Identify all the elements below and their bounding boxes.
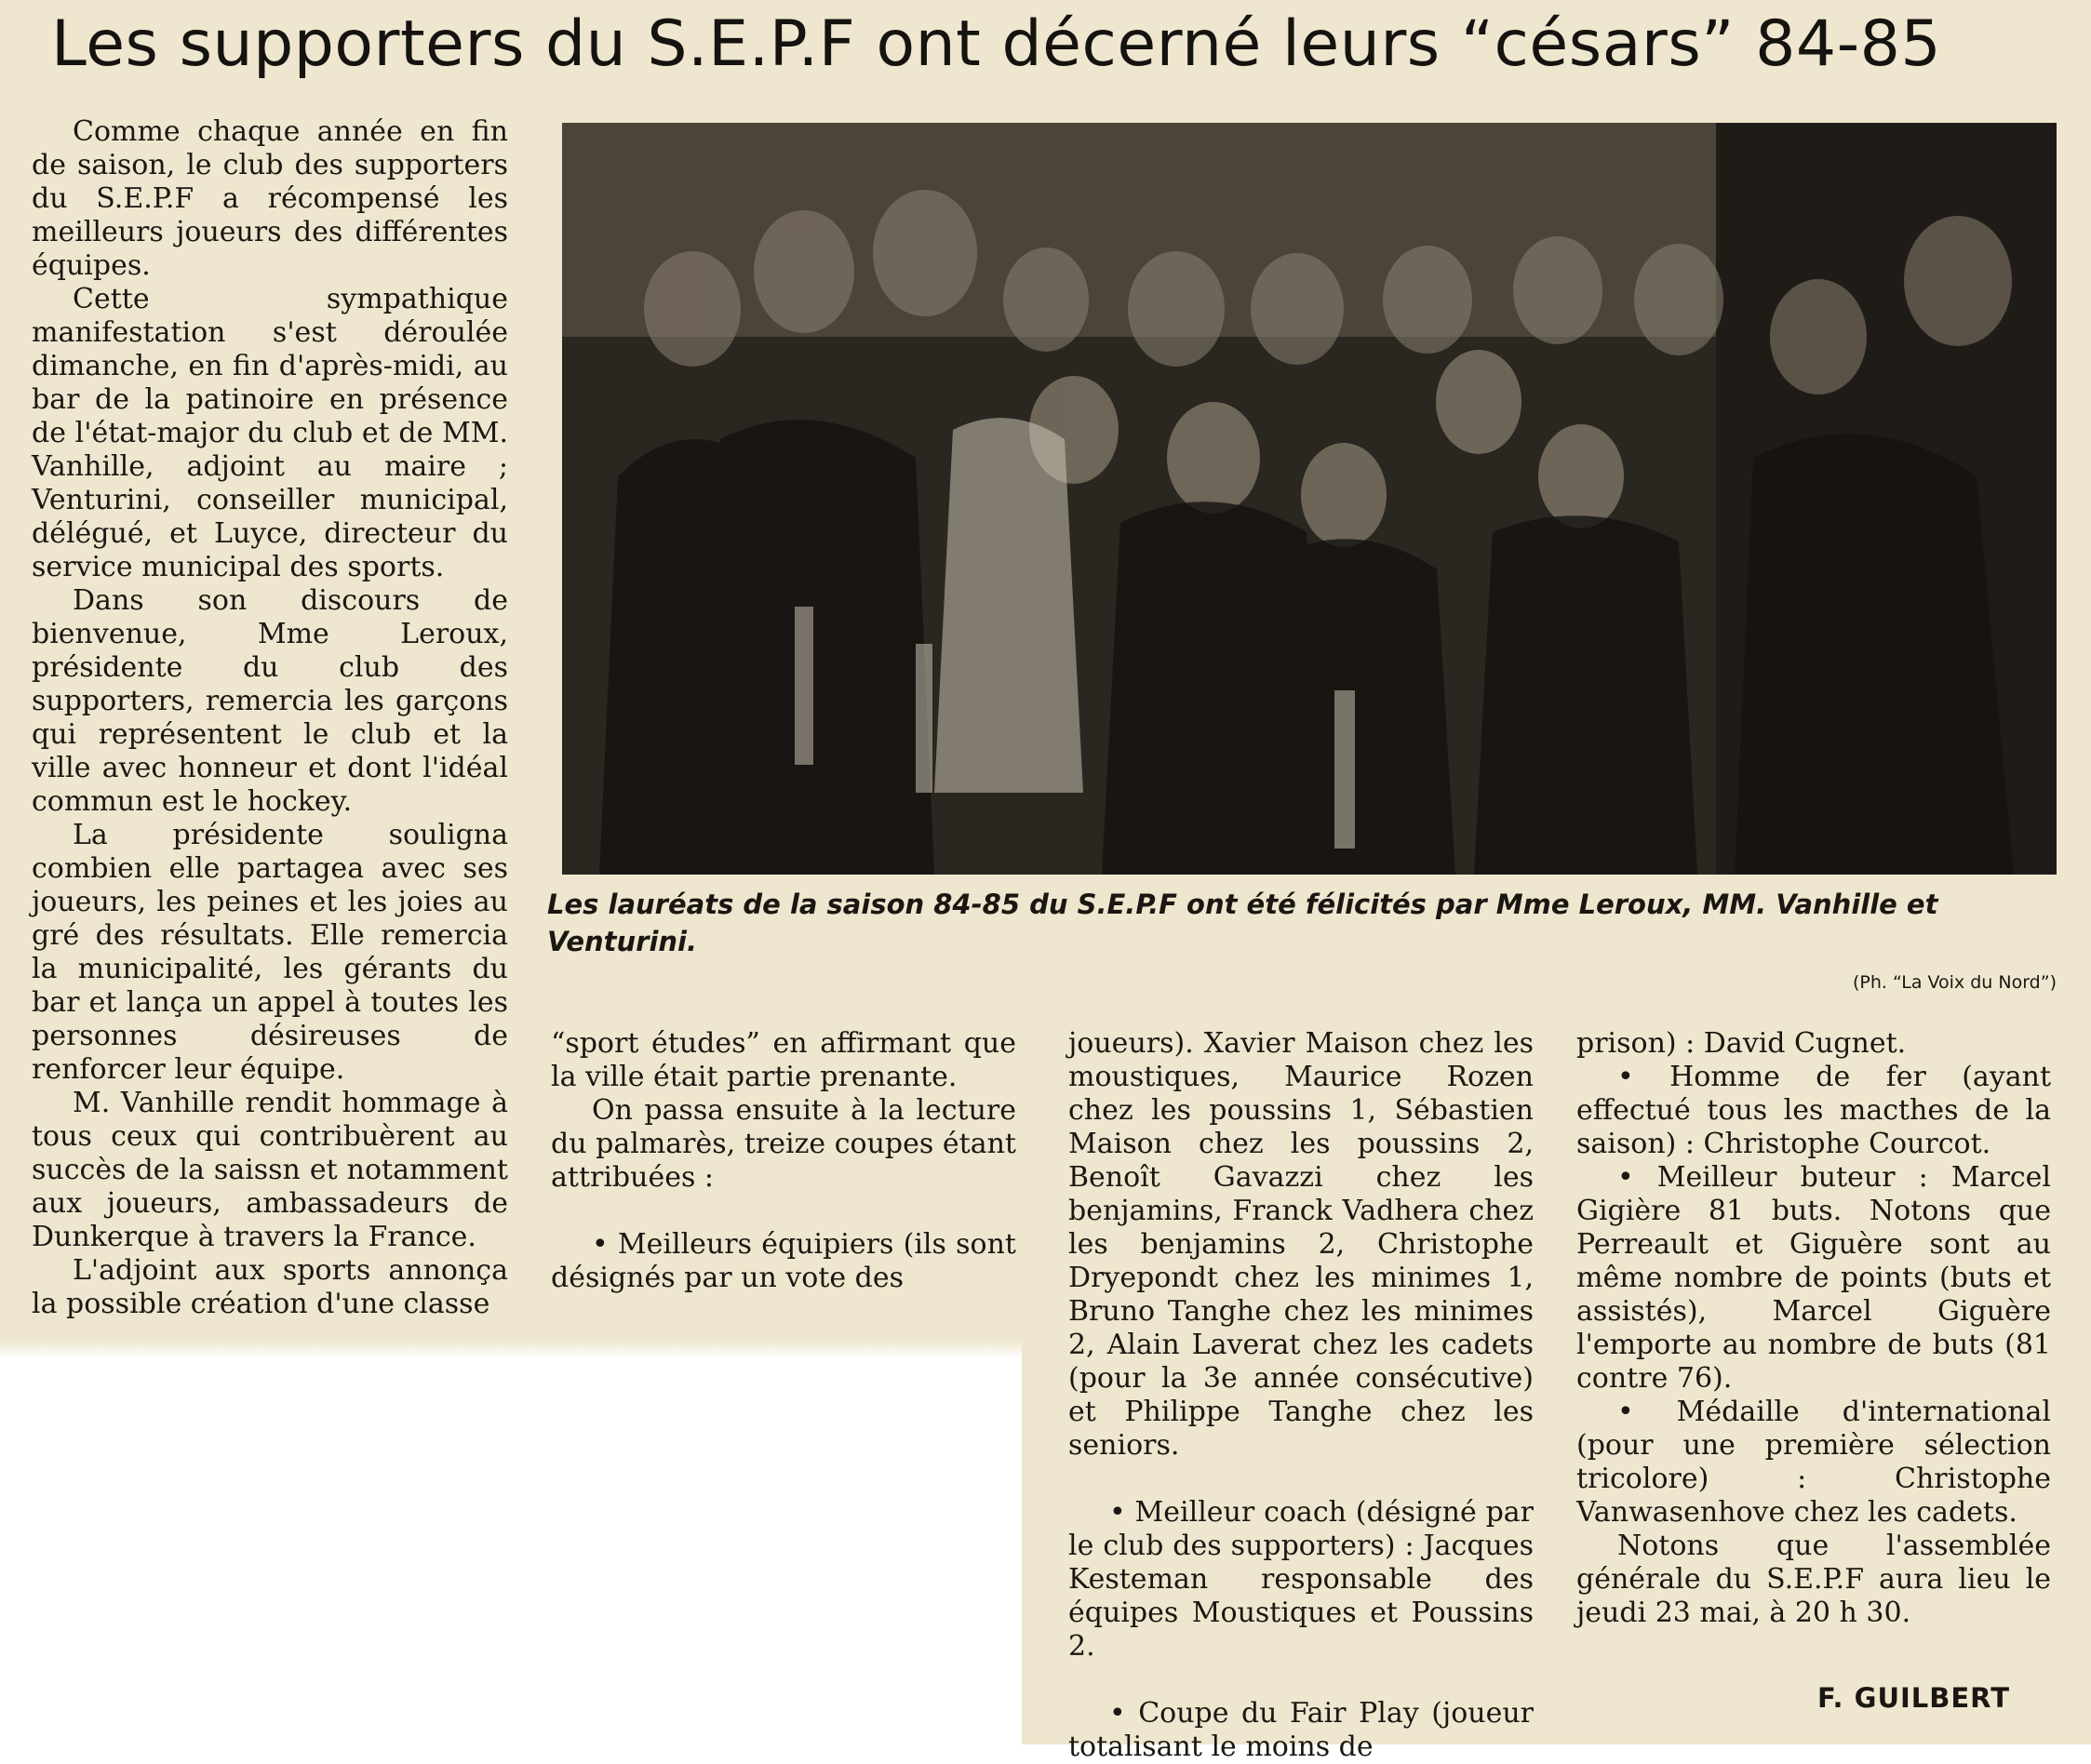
list-item: • Meilleur buteur : Marcel Gigière 81 buts. Notons que Perreault et Giguère sont au même nombre de points (buts et assistés), Marcel Giguère l'emporte au nombre de buts (81 contre 76).	[1576, 1161, 2051, 1395]
paragraph: joueurs). Xavier Maison chez les moustiques, Maurice Rozen chez les poussins 1, Sébastien Maison chez les poussins 2, Benoît Gavazzi chez les benjamins, Franck Vadhera chez les benjamins 2, Christophe Dryepondt chez les minimes 1, Bruno Tanghe chez les minimes 2, Alain Laverat chez les cadets (pour la 3e année consécutive) et Philippe Tanghe chez les seniors.	[1068, 1027, 1534, 1462]
list-item: • Homme de fer (ayant effectué tous les macthes de la saison) : Christophe Courcot.	[1576, 1061, 2051, 1160]
article-column-2	[551, 1027, 1016, 1295]
paragraph: Cette sympathique manifestation s'est déroulée dimanche, en fin d'après-midi, au bar de la patinoire en présence de l'état-major du club et de MM. Vanhille, adjoint au maire ; Venturini, conseiller municipal, délégué, et Luyce, directeur du service municipal des sports.	[32, 283, 508, 583]
paragraph: M. Vanhille rendit hommage à tous ceux qui contribuèrent au succès de la saissn et notamment aux joueurs, ambassadeurs de Dunkerque à travers la France.	[32, 1087, 508, 1253]
torn-edge	[0, 1340, 1022, 1358]
article-column-3	[1068, 1027, 1534, 1764]
photo-caption: Les lauréats de la saison 84-85 du S.E.P.F ont été félicités par Mme Leroux, MM. Vanhille et Venturini.	[547, 889, 1938, 957]
paragraph: “sport études” en affirmant que la ville était partie prenante.	[551, 1027, 1016, 1093]
paragraph: Notons que l'assemblée générale du S.E.P.F aura lieu le jeudi 23 mai, à 20 h 30.	[1576, 1530, 2051, 1629]
paragraph: prison) : David Cugnet.	[1576, 1027, 1907, 1060]
photo-credit: (Ph. “La Voix du Nord”)	[1852, 972, 2057, 993]
paragraph: La présidente souligna combien elle partagea avec ses joueurs, les peines et les joies au gré des résultats. Elle remercia la municipalité, les gérants du bar et lança un appel à toutes les personnes désireuses de renforcer leur équipe.	[32, 819, 508, 1086]
paragraph: Dans son discours de bienvenue, Mme Leroux, présidente du club des supporters, remercia les garçons qui représentent le club et la ville avec honneur et dont l'idéal commun est le hockey.	[32, 584, 508, 818]
list-item: • Médaille d'international (pour une première sélection tricolore) : Christophe Vanwasenhove chez les cadets.	[1576, 1396, 2051, 1529]
article-column-4	[1576, 1027, 2051, 1630]
paragraph: L'adjoint aux sports annonça la possible création d'une classe	[32, 1254, 508, 1320]
paragraph: On passa ensuite à la lecture du palmarès, treize coupes étant attribuées :	[551, 1094, 1016, 1194]
headline: Les supporters du S.E.P.F ont décerné leurs “césars” 84-85	[51, 7, 1942, 81]
article-column-1	[32, 115, 508, 1321]
paragraph: Comme chaque année en fin de saison, le club des supporters du S.E.P.F a récompensé les meilleurs joueurs des différentes équipes.	[32, 115, 508, 282]
team-photo	[562, 123, 2057, 875]
author-signature: F. GUILBERT	[1816, 1682, 2010, 1714]
list-item: • Coupe du Fair Play (joueur totalisant le moins de	[1068, 1697, 1534, 1763]
photo-illustration	[562, 123, 2057, 875]
list-item: • Meilleur coach (désigné par le club des supporters) : Jacques Kesteman responsable des équipes Moustiques et Poussins 2.	[1068, 1496, 1534, 1663]
list-item: • Meilleurs équipiers (ils sont désignés par un vote des	[551, 1228, 1016, 1294]
